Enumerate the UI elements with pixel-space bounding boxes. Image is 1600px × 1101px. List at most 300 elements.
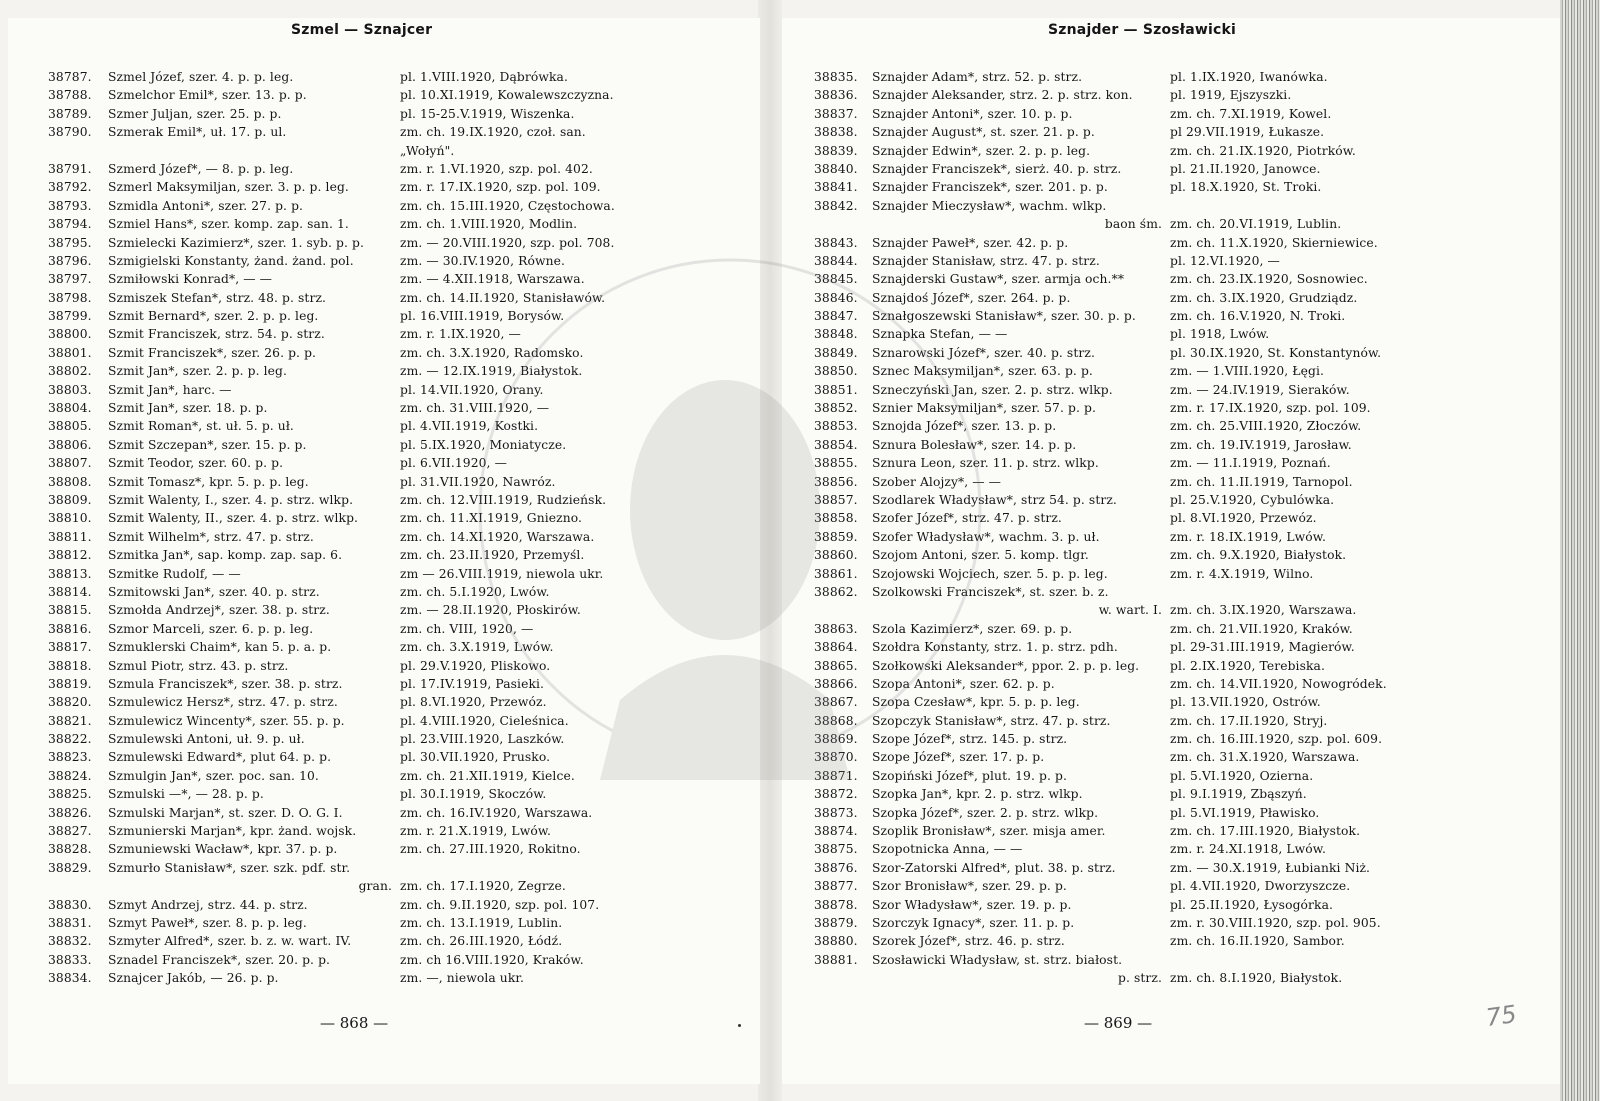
entry-name-unit: Szmit Wilhelm*, strz. 47. p. strz. [108, 529, 314, 544]
entry-fate: zm. r. 17.IX.1920, szp. pol. 109. [1170, 401, 1371, 416]
entry-name-unit: Szmiel Hans*, szer. komp. zap. san. 1. [108, 217, 349, 232]
entry-number: 38814. [48, 584, 92, 599]
entry-fate: zm. ch. 8.I.1920, Białystok. [1170, 971, 1343, 986]
entry-fate: zm. r. 17.IX.1920, szp. pol. 109. [400, 180, 601, 195]
entry-fate: pl. 30.I.1919, Skoczów. [400, 787, 547, 802]
entry-number: 38795. [48, 235, 92, 250]
entry-name-unit: Szmołda Andrzej*, szer. 38. p. strz. [108, 603, 330, 618]
entry-number: 38793. [48, 198, 92, 213]
entry-name-unit: Sznarowski Józef*, szer. 40. p. strz. [872, 345, 1095, 360]
binding-mark [738, 1024, 741, 1027]
entry-fate: zm. ch. VIII, 1920, — [400, 621, 534, 636]
scan-edge [1560, 0, 1600, 1101]
entry-number: 38848. [814, 327, 858, 342]
page-right [782, 18, 1560, 1084]
entry-name-unit: Szmyt Andrzej, strz. 44. p. strz. [108, 897, 308, 912]
entry-name-unit: Szmit Walenty, II., szer. 4. p. strz. wlkp. [108, 511, 359, 526]
entry-fate: pl. 6.VII.1920, — [400, 456, 507, 471]
entry-name-unit: Sznajder Franciszek*, szer. 201. p. p. [872, 180, 1108, 195]
entry-fate: zm. ch. 9.II.1920, szp. pol. 107. [400, 897, 600, 912]
entry-number: 38800. [48, 327, 92, 342]
entry-name-unit: Sznajder August*, st. szer. 21. p. p. [872, 125, 1095, 140]
entry-fate: zm. ch. 19.IV.1919, Jarosław. [1170, 437, 1352, 452]
entry-name-unit: Szofer Józef*, strz. 47. p. strz. [872, 511, 1062, 526]
entry-fate: zm. ch. 27.III.1920, Rokitno. [400, 842, 581, 857]
entry-name-unit: p. strz. [1117, 971, 1162, 986]
entry-number: 38815. [48, 603, 92, 618]
entry-name-unit: Szmerl Maksymiljan, szer. 3. p. p. leg. [108, 180, 349, 195]
entry-name-unit: Szmit Jan*, szer. 18. p. p. [108, 401, 268, 416]
entry-number: 38801. [48, 345, 92, 360]
entry-number: 38871. [814, 768, 858, 783]
entry-number: 38841. [814, 180, 858, 195]
entry-fate: zm. ch. 15.III.1920, Częstochowa. [400, 198, 615, 213]
entry-name-unit: Szorczyk Ignacy*, szer. 11. p. p. [872, 915, 1075, 930]
entry-name-unit: Szmulski Marjan*, st. szer. D. O. G. I. [108, 805, 343, 820]
entry-fate: zm. ch. 7.XI.1919, Kowel. [1170, 106, 1332, 121]
entry-number: 38844. [814, 253, 858, 268]
entry-name-unit: Sznura Leon, szer. 11. p. strz. wlkp. [872, 456, 1099, 471]
entry-number: 38847. [814, 309, 858, 324]
entry-name-unit: Szmul Piotr, strz. 43. p. strz. [108, 658, 289, 673]
entry-fate: zm. ch. 14.II.1920, Stanisławów. [400, 290, 606, 305]
entry-name-unit: Szmielecki Kazimierz*, szer. 1. syb. p. p. [108, 235, 364, 250]
entry-number: 38877. [814, 879, 858, 894]
entry-name-unit: Szor Bronisław*, szer. 29. p. p. [872, 879, 1067, 894]
entry-fate: pl. 30.IX.1920, St. Konstantynów. [1170, 345, 1382, 360]
entry-name-unit: Sznapka Stefan, — — [872, 327, 1008, 342]
entry-name-unit: w. wart. I. [1098, 603, 1162, 618]
entry-name-unit: Szmit Tomasz*, kpr. 5. p. p. leg. [108, 474, 309, 489]
handwritten-note: 75 [1484, 1000, 1519, 1032]
entry-fate: pl. 17.IV.1919, Pasieki. [400, 676, 545, 691]
entry-name-unit: Szmuniewski Wacław*, kpr. 37. p. p. [108, 842, 338, 857]
entry-name-unit: Szmitke Rudolf, — — [108, 566, 241, 581]
entry-name-unit: Szor Władysław*, szer. 19. p. p. [872, 897, 1072, 912]
entry-fate: pl. 29.V.1920, Pliskowo. [400, 658, 551, 673]
entry-name-unit: Sznałgoszewski Stanisław*, szer. 30. p. p. [872, 309, 1136, 324]
entry-name-unit: baon śm. [1104, 217, 1162, 232]
entry-number: 38880. [814, 934, 858, 949]
entry-fate: pl. 13.VII.1920, Ostrów. [1170, 695, 1321, 710]
entry-fate: zm. ch. 17.I.1920, Zegrze. [400, 879, 566, 894]
entry-fate: zm. — 20.VIII.1920, szp. pol. 708. [400, 235, 615, 250]
entry-name-unit: Szmit Walenty, I., szer. 4. p. strz. wlkp. [108, 492, 354, 507]
entry-name-unit: Szmiszek Stefan*, strz. 48. p. strz. [108, 290, 327, 305]
entry-name-unit: Sznura Bolesław*, szer. 14. p. p. [872, 437, 1077, 452]
entry-name-unit: Szmit Jan*, harc. — [108, 382, 232, 397]
entry-name-unit: Szmigielski Konstanty, żand. żand. pol. [108, 253, 354, 268]
entry-name-unit: Szola Kazimierz*, szer. 69. p. p. [872, 621, 1073, 636]
entry-name-unit: Szmyter Alfred*, szer. b. z. w. wart. IV. [108, 934, 352, 949]
entry-name-unit: Szopa Antoni*, szer. 62. p. p. [872, 676, 1055, 691]
entry-number: 38862. [814, 584, 858, 599]
entry-number: 38881. [814, 952, 858, 967]
entry-name-unit: Szmulewicz Wincenty*, szer. 55. p. p. [108, 713, 345, 728]
page-left [8, 18, 760, 1084]
entry-fate: zm. r. 18.IX.1919, Lwów. [1170, 529, 1326, 544]
entry-fate: zm. ch. 13.I.1919, Lublin. [400, 915, 563, 930]
entry-number: 38860. [814, 548, 858, 563]
entry-name-unit: Szosławicki Władysław, st. strz. białost. [872, 952, 1123, 967]
entry-number: 38810. [48, 511, 92, 526]
entry-fate: pl. 21.II.1920, Janowce. [1170, 161, 1321, 176]
entry-number: 38820. [48, 695, 92, 710]
entry-fate: pl. 18.X.1920, St. Troki. [1170, 180, 1322, 195]
entry-name-unit: Szmulewski Edward*, plut 64. p. p. [108, 750, 332, 765]
entry-number: 38802. [48, 364, 92, 379]
entry-fate: pl. 12.VI.1920, — [1170, 253, 1280, 268]
entry-name-unit: Szor-Zatorski Alfred*, plut. 38. p. strz. [872, 860, 1116, 875]
entry-number: 38865. [814, 658, 858, 673]
entry-fate: zm. ch. 1.VIII.1920, Modlin. [400, 217, 578, 232]
entry-number: 38840. [814, 161, 858, 176]
entry-name-unit: Sznajder Edwin*, szer. 2. p. p. leg. [872, 143, 1091, 158]
entry-name-unit: Sznojda Józef*, szer. 13. p. p. [872, 419, 1057, 434]
entry-fate: zm. ch. 12.VIII.1919, Rudzieńsk. [400, 492, 607, 507]
entry-fate: pl. 9.I.1919, Zbąszyń. [1170, 787, 1307, 802]
running-header: Szmel — Sznajcer [291, 22, 433, 38]
entry-fate: pl. 4.VIII.1920, Cieleśnica. [400, 713, 569, 728]
entry-number: 38879. [814, 915, 858, 930]
entry-name-unit: Szmit Roman*, st. uł. 5. p. uł. [108, 419, 294, 434]
entry-fate: zm. ch. 17.II.1920, Stryj. [1170, 713, 1328, 728]
entry-number: 38866. [814, 676, 858, 691]
entry-fate: zm. ch. 3.X.1920, Radomsko. [400, 345, 584, 360]
entry-fate: pl. 5.VI.1919, Pławisko. [1170, 805, 1320, 820]
entry-fate: zm. ch. 23.II.1920, Przemyśl. [400, 548, 585, 563]
entry-name-unit: Szopka Jan*, kpr. 2. p. strz. wlkp. [872, 787, 1083, 802]
entry-name-unit: Szmuklerski Chaim*, kan 5. p. a. p. [108, 640, 332, 655]
entry-fate: pl. 1.VIII.1920, Dąbrówka. [400, 70, 568, 84]
entry-number: 38850. [814, 364, 858, 379]
entry-name-unit: Szofer Władysław*, wachm. 3. p. uł. [872, 529, 1100, 544]
entry-number: 38838. [814, 125, 858, 140]
entry-number: 38875. [814, 842, 858, 857]
entry-fate: zm — 26.VIII.1919, niewola ukr. [400, 566, 604, 581]
entry-name-unit: Sznajder Antoni*, szer. 10. p. p. [872, 106, 1073, 121]
entry-number: 38805. [48, 419, 92, 434]
entry-number: 38826. [48, 805, 92, 820]
entry-name-unit: Sznajder Adam*, strz. 52. p. strz. [872, 70, 1083, 84]
entry-fate: zm. r. 24.XI.1918, Lwów. [1170, 842, 1326, 857]
entry-name-unit: Szmit Franciszek*, szer. 26. p. p. [108, 345, 317, 360]
entry-fate: pl. 1918, Lwów. [1170, 327, 1270, 342]
entry-name-unit: Szołkowski Aleksander*, ppor. 2. p. p. leg. [872, 658, 1140, 673]
entry-name-unit: Sznajder Stanisław, strz. 47. p. strz. [872, 253, 1100, 268]
entry-number: 38835. [814, 70, 858, 84]
entry-number: 38804. [48, 401, 92, 416]
entry-name-unit: Szmit Franciszek, strz. 54. p. strz. [108, 327, 325, 342]
entry-name-unit: Szojowski Wojciech, szer. 5. p. p. leg. [872, 566, 1108, 581]
entry-number: 38796. [48, 253, 92, 268]
entry-fate: zm. — 30.X.1919, Łubianki Niż. [1170, 860, 1371, 875]
entry-number: 38829. [48, 860, 92, 875]
entry-fate: pl. 4.VII.1919, Kostki. [400, 419, 539, 434]
entry-number: 38831. [48, 915, 92, 930]
entry-name-unit: Szneczyński Jan, szer. 2. p. strz. wlkp. [872, 382, 1113, 397]
entry-fate: zm. — 24.IV.1919, Sieraków. [1170, 382, 1350, 397]
entry-name-unit: Szmit Teodor, szer. 60. p. p. [108, 456, 284, 471]
entry-name-unit: Szorek Józef*, strz. 46. p. strz. [872, 934, 1065, 949]
entry-name-unit: Szope Józef*, szer. 17. p. p. [872, 750, 1045, 765]
entry-number: 38863. [814, 621, 858, 636]
entry-fate: zm. ch. 25.VIII.1920, Złoczów. [1170, 419, 1362, 434]
entry-fate: zm. — 11.I.1919, Poznań. [1170, 456, 1331, 471]
entry-name-unit: Szmitka Jan*, sap. komp. zap. sap. 6. [108, 548, 343, 563]
entry-number: 38819. [48, 676, 92, 691]
entry-name-unit: Szojom Antoni, szer. 5. komp. tlgr. [872, 548, 1089, 563]
entry-name-unit: Sznajder Paweł*, szer. 42. p. p. [872, 235, 1069, 250]
entry-fate: pl. 10.XI.1919, Kowalewszczyzna. [400, 88, 614, 103]
entry-fate: zm. — 28.II.1920, Płoskirów. [400, 603, 581, 618]
entry-number: 38787. [48, 70, 92, 84]
entry-number: 38873. [814, 805, 858, 820]
entry-name-unit: Szmulewski Antoni, uł. 9. p. uł. [108, 732, 305, 747]
entry-name-unit: Szopczyk Stanisław*, strz. 47. p. strz. [872, 713, 1111, 728]
entry-name-unit: Szopa Czesław*, kpr. 5. p. p. leg. [872, 695, 1080, 710]
entry-fate: pl. 4.VII.1920, Dworzyszcze. [1170, 879, 1351, 894]
entry-fate: zm. ch. 17.III.1920, Białystok. [1170, 824, 1361, 839]
entry-fate: zm. ch. 14.VII.1920, Nowogródek. [1170, 676, 1387, 691]
entry-number: 38806. [48, 437, 92, 452]
entry-name-unit: Szopiński Józef*, plut. 19. p. p. [872, 768, 1067, 783]
entry-number: 38803. [48, 382, 92, 397]
entry-number: 38830. [48, 897, 92, 912]
entry-number: 38828. [48, 842, 92, 857]
entry-number: 38868. [814, 713, 858, 728]
entry-name-unit: Sznajdoś Józef*, szer. 264. p. p. [872, 290, 1071, 305]
entry-fate: zm. ch. 20.VI.1919, Lublin. [1170, 217, 1342, 232]
entry-number: 38852. [814, 401, 858, 416]
entry-number: 38816. [48, 621, 92, 636]
entry-name-unit: Szmerd Józef*, — 8. p. p. leg. [108, 161, 294, 176]
entry-number: 38797. [48, 272, 92, 287]
entry-name-unit: Szmer Juljan, szer. 25. p. p. [108, 106, 282, 121]
entry-name-unit: Szmit Jan*, szer. 2. p. p. leg. [108, 364, 288, 379]
entry-name-unit: Szmulgin Jan*, szer. poc. san. 10. [108, 768, 319, 783]
entry-fate: zm. ch. 5.I.1920, Lwów. [400, 584, 550, 599]
entry-number: 38827. [48, 824, 92, 839]
entry-fate: pl 29.VII.1919, Łukasze. [1170, 125, 1325, 140]
entry-fate: zm. ch. 31.VIII.1920, — [400, 401, 550, 416]
entry-number: 38846. [814, 290, 858, 305]
entry-fate: zm. — 4.XII.1918, Warszawa. [400, 272, 585, 287]
entry-number: 38870. [814, 750, 858, 765]
entry-number: 38824. [48, 768, 92, 783]
entry-fate: pl. 16.VIII.1919, Borysów. [400, 309, 565, 324]
entry-number: 38836. [814, 88, 858, 103]
entry-number: 38864. [814, 640, 858, 655]
entry-name-unit: Szmula Franciszek*, szer. 38. p. strz. [108, 676, 343, 691]
entry-number: 38845. [814, 272, 858, 287]
entry-fate: zm. ch. 16.III.1920, szp. pol. 609. [1170, 732, 1383, 747]
entry-number: 38821. [48, 713, 92, 728]
entry-fate: zm. ch. 9.X.1920, Białystok. [1170, 548, 1347, 563]
entry-fate: zm. r. 1.VI.1920, szp. pol. 402. [400, 161, 593, 176]
entry-name-unit: gran. [358, 879, 392, 894]
entry-fate: pl. 14.VII.1920, Orany. [400, 382, 544, 397]
entry-number: 38822. [48, 732, 92, 747]
entry-name-unit: Szmit Bernard*, szer. 2. p. p. leg. [108, 309, 319, 324]
entry-fate: zm. ch. 19.IX.1920, czoł. san. [400, 125, 586, 140]
entry-fate: zm. r. 30.VIII.1920, szp. pol. 905. [1170, 915, 1381, 930]
entry-number: 38834. [48, 971, 92, 986]
entry-fate: zm. —, niewola ukr. [400, 971, 525, 986]
entry-fate: zm. ch. 31.X.1920, Warszawa. [1170, 750, 1360, 765]
entry-name-unit: Szołdra Konstanty, strz. 1. p. strz. pdh. [872, 640, 1118, 655]
page-number: — 868 — [320, 1014, 389, 1032]
entry-name-unit: Szmelchor Emil*, szer. 13. p. p. [108, 88, 307, 103]
entry-number: 38837. [814, 106, 858, 121]
entry-number: 38799. [48, 309, 92, 324]
entry-fate: pl. 30.VII.1920, Prusko. [400, 750, 551, 765]
entry-name-unit: Sznec Maksymiljan*, szer. 63. p. p. [872, 364, 1093, 379]
entry-number: 38812. [48, 548, 92, 563]
entry-name-unit: Sznajder Franciszek*, sierż. 40. p. strz. [872, 161, 1122, 176]
entry-number: 38825. [48, 787, 92, 802]
entry-fate: pl. 5.IX.1920, Moniatycze. [400, 437, 567, 452]
entry-number: 38874. [814, 824, 858, 839]
entry-number: 38813. [48, 566, 92, 581]
entry-name-unit: Szmel Józef, szer. 4. p. p. leg. [108, 70, 294, 84]
entry-number: 38857. [814, 492, 858, 507]
entry-name-unit: Sznadel Franciszek*, szer. 20. p. p. [108, 952, 331, 967]
entry-name-unit: Sznier Maksymiljan*, szer. 57. p. p. [872, 401, 1096, 416]
page-number: — 869 — [1084, 1014, 1153, 1032]
entry-number: 38859. [814, 529, 858, 544]
entry-number: 38790. [48, 125, 92, 140]
entry-number: 38798. [48, 290, 92, 305]
entry-fate: „Wołyń". [400, 143, 455, 158]
entry-name-unit: Sznajder Mieczysław*, wachm. wlkp. [872, 198, 1107, 213]
entry-fate: zm. ch. 11.XI.1919, Gniezno. [400, 511, 583, 526]
entry-name-unit: Szope Józef*, strz. 145. p. strz. [872, 732, 1068, 747]
entry-name-unit: Szolkowski Franciszek*, st. szer. b. z. [872, 584, 1109, 599]
entry-number: 38869. [814, 732, 858, 747]
entry-fate: zm. r. 21.X.1919, Lwów. [400, 824, 552, 839]
entry-name-unit: Szmit Szczepan*, szer. 15. p. p. [108, 437, 307, 452]
entry-fate: pl. 23.VIII.1920, Laszków. [400, 732, 565, 747]
entry-number: 38823. [48, 750, 92, 765]
entry-fate: zm. ch. 26.III.1920, Łódź. [400, 934, 563, 949]
entry-fate: zm. ch. 21.IX.1920, Piotrków. [1170, 143, 1356, 158]
entry-fate: zm. r. 4.X.1919, Wilno. [1170, 566, 1314, 581]
entry-fate: zm. ch. 21.XII.1919, Kielce. [400, 768, 575, 783]
entry-fate: pl. 15-25.V.1919, Wiszenka. [400, 106, 575, 121]
entry-number: 38856. [814, 474, 858, 489]
entry-number: 38807. [48, 456, 92, 471]
entry-fate: zm. — 12.IX.1919, Białystok. [400, 364, 583, 379]
entry-number: 38849. [814, 345, 858, 360]
entry-number: 38791. [48, 161, 92, 176]
entry-number: 38855. [814, 456, 858, 471]
entry-fate: zm. ch 16.VIII.1920, Kraków. [400, 952, 584, 967]
entry-name-unit: Szopotnicka Anna, — — [872, 842, 1023, 857]
entry-fate: pl. 1919, Ejszyszki. [1170, 88, 1292, 103]
entry-number: 38809. [48, 492, 92, 507]
entry-name-unit: Szmor Marceli, szer. 6. p. p. leg. [108, 621, 314, 636]
entry-fate: zm. ch. 23.IX.1920, Sosnowiec. [1170, 272, 1368, 287]
entry-number: 38851. [814, 382, 858, 397]
entry-fate: pl. 8.VI.1920, Przewóz. [400, 695, 547, 710]
entry-name-unit: Szmulewicz Hersz*, strz. 47. p. strz. [108, 695, 338, 710]
entry-name-unit: Sznajderski Gustaw*, szer. armja och.** [872, 272, 1125, 287]
entry-number: 38878. [814, 897, 858, 912]
entry-number: 38839. [814, 143, 858, 158]
entry-number: 38817. [48, 640, 92, 655]
book-spine [758, 0, 782, 1101]
entry-fate: pl. 1.IX.1920, Iwanówka. [1170, 70, 1328, 84]
entry-fate: pl. 25.V.1920, Cybulówka. [1170, 492, 1335, 507]
entry-fate: pl. 5.VI.1920, Ozierna. [1170, 768, 1314, 783]
entry-number: 38842. [814, 198, 858, 213]
entry-fate: zm. ch. 11.X.1920, Skierniewice. [1170, 235, 1378, 250]
entry-name-unit: Szmiłowski Konrad*, — — [108, 272, 273, 287]
entry-name-unit: Szober Alojzy*, — — [872, 474, 1002, 489]
entry-number: 38794. [48, 217, 92, 232]
entry-fate: zm. — 30.IV.1920, Równe. [400, 253, 566, 268]
running-header: Sznajder — Szosławicki [1048, 22, 1236, 38]
entry-name-unit: Szmitowski Jan*, szer. 40. p. strz. [108, 584, 320, 599]
entry-number: 38833. [48, 952, 92, 967]
entry-name-unit: Szmyt Paweł*, szer. 8. p. p. leg. [108, 915, 307, 930]
entry-number: 38858. [814, 511, 858, 526]
entry-fate: zm. ch. 3.IX.1920, Grudziądz. [1170, 290, 1358, 305]
entry-number: 38843. [814, 235, 858, 250]
entry-number: 38876. [814, 860, 858, 875]
entry-fate: pl. 2.IX.1920, Terebiska. [1170, 658, 1325, 673]
entry-fate: zm. ch. 21.VII.1920, Kraków. [1170, 621, 1353, 636]
entry-fate: pl. 8.VI.1920, Przewóz. [1170, 511, 1317, 526]
entry-fate: zm. ch. 11.II.1919, Tarnopol. [1170, 474, 1353, 489]
entry-number: 38788. [48, 88, 92, 103]
entry-fate: zm. ch. 14.XI.1920, Warszawa. [400, 529, 595, 544]
entry-number: 38854. [814, 437, 858, 452]
entry-name-unit: Szmunierski Marjan*, kpr. żand. wojsk. [108, 824, 357, 839]
entry-number: 38853. [814, 419, 858, 434]
entry-fate: zm. r. 1.IX.1920, — [400, 327, 521, 342]
entry-name-unit: Szodlarek Władysław*, strz 54. p. strz. [872, 492, 1117, 507]
entry-number: 38811. [48, 529, 92, 544]
entry-fate: pl. 25.II.1920, Łysogórka. [1170, 897, 1334, 912]
entry-fate: zm. ch. 16.IV.1920, Warszawa. [400, 805, 593, 820]
entry-name-unit: Szoplik Bronisław*, szer. misja amer. [872, 824, 1106, 839]
entry-number: 38808. [48, 474, 92, 489]
entry-name-unit: Szmidla Antoni*, szer. 27. p. p. [108, 198, 304, 213]
entry-number: 38832. [48, 934, 92, 949]
entry-name-unit: Sznajder Aleksander, strz. 2. p. strz. kon. [872, 88, 1133, 103]
entry-number: 38789. [48, 106, 92, 121]
entry-name-unit: Szmurło Stanisław*, szer. szk. pdf. str. [108, 860, 351, 875]
entry-fate: zm. ch. 16.V.1920, N. Troki. [1170, 309, 1346, 324]
entry-number: 38867. [814, 695, 858, 710]
entry-number: 38818. [48, 658, 92, 673]
entry-name-unit: Szopka Józef*, szer. 2. p. strz. wlkp. [872, 805, 1099, 820]
entry-fate: zm. — 1.VIII.1920, Łęgi. [1170, 364, 1324, 379]
entry-name-unit: Szmulski —*, — 28. p. p. [108, 787, 264, 802]
entry-name-unit: Szmerak Emil*, uł. 17. p. ul. [108, 125, 287, 140]
entry-number: 38792. [48, 180, 92, 195]
entry-number: 38861. [814, 566, 858, 581]
entry-fate: zm. ch. 16.II.1920, Sambor. [1170, 934, 1345, 949]
entry-name-unit: Sznajcer Jakób, — 26. p. p. [108, 971, 279, 986]
entry-fate: pl. 31.VII.1920, Nawróz. [400, 474, 556, 489]
entry-fate: zm. ch. 3.X.1919, Lwów. [400, 640, 554, 655]
entry-fate: pl. 29-31.III.1919, Magierów. [1170, 640, 1355, 655]
entry-number: 38872. [814, 787, 858, 802]
entry-fate: zm. ch. 3.IX.1920, Warszawa. [1170, 603, 1357, 618]
